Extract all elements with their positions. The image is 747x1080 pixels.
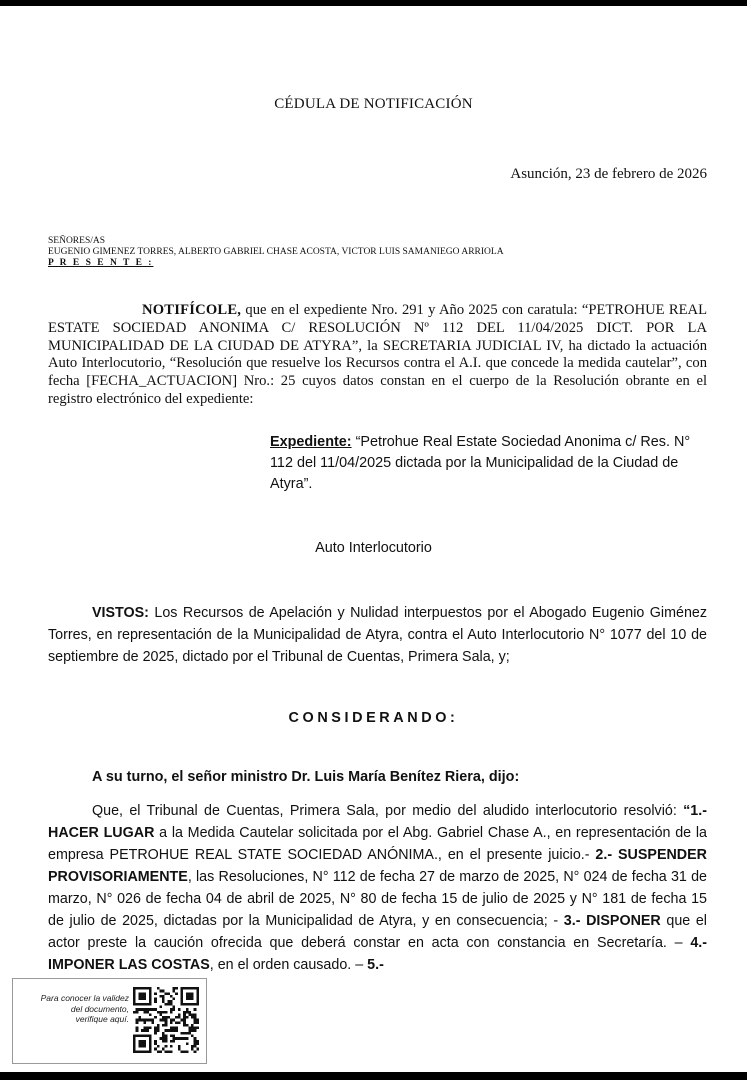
validation-line-1: Para conocer la validez [40,993,129,1003]
validation-line-2: del documento, [70,1003,129,1014]
notification-paragraph [48,302,707,409]
vistos-label: VISTOS: [92,605,149,621]
considerando-heading: CONSIDERANDO: [288,710,459,726]
validation-notice [19,993,129,1025]
qr-code-icon[interactable] [133,987,199,1053]
expediente-block [270,432,707,495]
document-page [0,6,747,1072]
body-text-4: que el actor preste la caución ofrecida que deberá constar en acta con constancia en Secretaría. – [48,913,707,951]
body-point-2: 2.- SUSPENDER PROVISORIAMENTE [48,847,707,885]
validation-box [12,978,207,1064]
body-text-3: , las Resoluciones, N° 112 de fecha 27 de marzo de 2025, N° 024 de fecha 31 de marzo, N° 026 de fecha 04 de abril de 2025, N° 80 de fecha 15 de julio de 2025 y N° 181 de fecha 15 de julio de 2025, dictadas por la Municipalidad de Atyra, y en consecuencia; - [48,869,707,929]
presente-label: P R E S E N T E : [48,258,154,268]
body-point-4: 4.- IMPONER LAS COSTAS [48,935,707,973]
vistos-paragraph [48,602,707,668]
body-point-1: “1.- HACER LUGAR [48,803,707,841]
body-text-5: , en el orden causado. – [209,957,368,973]
bottom-black-border [0,1072,747,1080]
body-text-2: a la Medida Cautelar solicitada por el Abg. Gabriel Chase A., en representación de la empresa PETROHUE REAL STATE SOCIEDAD ANÓNIMA., en el presente juicio.- [48,825,707,863]
document-title: CÉDULA DE NOTIFICACIÓN [274,96,473,112]
body-point-5: 5.- [367,957,384,973]
body-text-1: Que, el Tribunal de Cuentas, Primera Sala, por medio del aludido interlocutorio resolvió: [92,803,684,819]
addressees-block [48,236,504,269]
vistos-text: Los Recursos de Apelación y Nulidad interpuestos por el Abogado Eugenio Giménez Torres, en representación de la Municipalidad de Atyra, contra el Auto Interlocutorio N° 1077 del 10 de septiembre de 2025, dictado por el Tribunal de Cuentas, Primera Sala, y; [48,605,707,665]
auto-interlocutorio-heading: Auto Interlocutorio [315,540,432,556]
expediente-text: “Petrohue Real Estate Sociedad Anonima c/ Res. N° 112 del 11/04/2025 dictada por la Municipalidad de la Ciudad de Atyra”. [270,434,691,492]
resolution-body [48,800,707,976]
turno-heading: A su turno, el señor ministro Dr. Luis María Benítez Riera, dijo: [92,769,520,785]
addressees-names: EUGENIO GIMENEZ TORRES, ALBERTO GABRIEL CHASE ACOSTA, VICTOR LUIS SAMANIEGO ARRIOLA [48,247,504,257]
addressees-label: SEÑORES/AS [48,236,106,246]
place-date: Asunción, 23 de febrero de 2026 [510,166,707,182]
expediente-label: Expediente: [270,434,352,450]
notification-lead: NOTIFÍCOLE, [142,302,242,318]
body-point-3: 3.- DISPONER [563,913,661,929]
notification-text: que en el expediente Nro. 291 y Año 2025 con caratula: “PETROHUE REAL ESTATE SOCIEDAD ANONIMA C/ RESOLUCIÓN Nº 112 DEL 11/04/2025 DICT. POR LA MUNICIPALIDAD DE LA CIUDAD DE ATYRA”, la SECRETARIA JUDICIAL IV, ha dictado la actuación Auto Interlocutorio, “Resolución que resuelve los Recursos contra el A.I. que concede la medida cautelar”, con fecha [FECHA_ACTUACION] Nro.: 25 cuyos datos constan en el cuerpo de la Resolución obrante en el registro electrónico del expediente: [48,302,707,407]
validation-line-3: verifique aquí. [75,1014,129,1024]
